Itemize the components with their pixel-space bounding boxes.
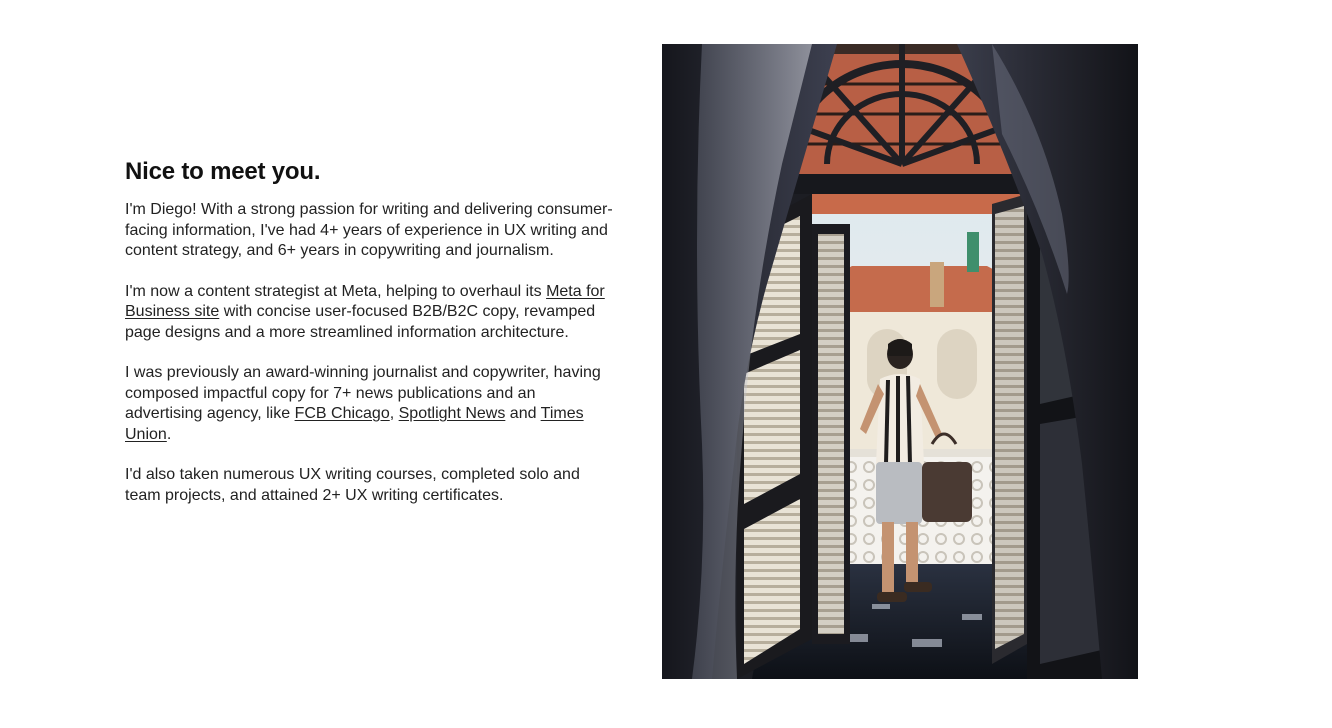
- sentence-end-text: .: [166, 425, 172, 443]
- certificates-paragraph: I'd also taken numerous UX writing courses, completed solo and team projects, and attained 2+ UX writing certificates.: [125, 466, 580, 504]
- current-role-paragraph: [125, 282, 615, 344]
- separator-text: ,: [389, 405, 399, 422]
- times-union-link[interactable]: Times Union: [125, 405, 584, 443]
- current-role-text-start: I'm now a content strategist at Meta, helping to overhaul its: [125, 282, 547, 300]
- about-section: [125, 158, 615, 526]
- previous-role-paragraph: [125, 363, 615, 445]
- previous-role-text-start: I was previously an award-winning journalist and copywriter, having composed impactful copy for 7+ news publications and an advertising agency, like: [125, 364, 601, 422]
- meta-for-business-link[interactable]: Meta for Business site: [125, 282, 605, 320]
- separator-text: and: [505, 405, 541, 422]
- spotlight-news-link[interactable]: Spotlight News: [398, 405, 506, 422]
- page-title: Nice to meet you.: [125, 158, 321, 185]
- intro-paragraph: I'm Diego! With a strong passion for writing and delivering consumer-facing information, I've had 4+ years of experience in UX writing and content strategy, and 6+ years in copywriting and journalism.: [125, 201, 613, 259]
- fcb-chicago-link[interactable]: FCB Chicago: [294, 405, 390, 422]
- current-role-text-end: with concise user-focused B2B/B2C copy, revamped page designs and a more streamlined information architecture.: [125, 303, 596, 341]
- balcony-photo-illustration: [662, 44, 1138, 679]
- profile-photo: [662, 44, 1138, 679]
